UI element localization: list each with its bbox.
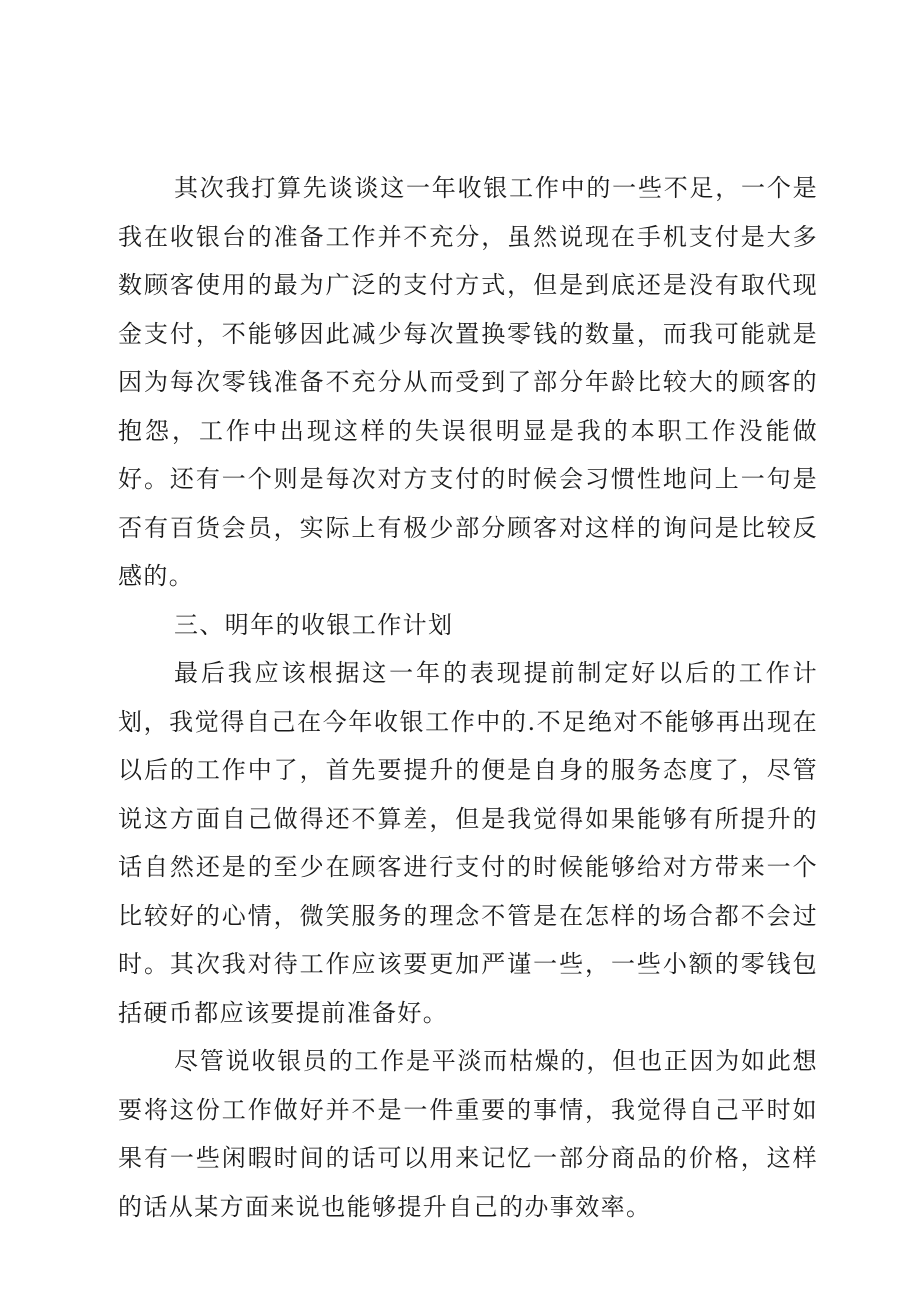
- paragraph-shortcomings: 其次我打算先谈谈这一年收银工作中的一些不足，一个是我在收银台的准备工作并不充分，虽然说现在手机支付是大多数顾客使用的最为广泛的支付方式，但是到底还是没有取代现金支付，不能够因此减少每次置换零钱的数量，而我可能就是因为每次零钱准备不充分从而受到了部分年龄比较大的顾客的抱怨，工作中出现这样的失误很明显是我的本职工作没能做好。还有一个则是每次对方支付的时候会习惯性地问上一句是否有百货会员，实际上有极少部分顾客对这样的询问是比较反感的。: [118, 174, 818, 590]
- document-body: [118, 164, 818, 1231]
- section-heading: 三、明年的收银工作计划: [174, 610, 454, 639]
- paragraph-conclusion: 尽管说收银员的工作是平淡而枯燥的，但也正因为如此想要将这份工作做好并不是一件重要的事情，我觉得自己平时如果有一些闲暇时间的话可以用来记忆一部分商品的价格，这样的话从某方面来说也能够提升自己的办事效率。: [118, 1047, 818, 1221]
- paragraph-work-plan: 最后我应该根据这一年的表现提前制定好以后的工作计划，我觉得自己在今年收银工作中的.不足绝对不能够再出现在以后的工作中了，首先要提升的便是自身的服务态度了，尽管说这方面自己做得还不算差，但是我觉得如果能够有所提升的话自然还是的至少在顾客进行支付的时候能够给对方带来一个比较好的心情，微笑服务的理念不管是在怎样的场合都不会过时。其次我对待工作应该要更加严谨一些，一些小额的零钱包括硬币都应该要提前准备好。: [118, 659, 818, 1027]
